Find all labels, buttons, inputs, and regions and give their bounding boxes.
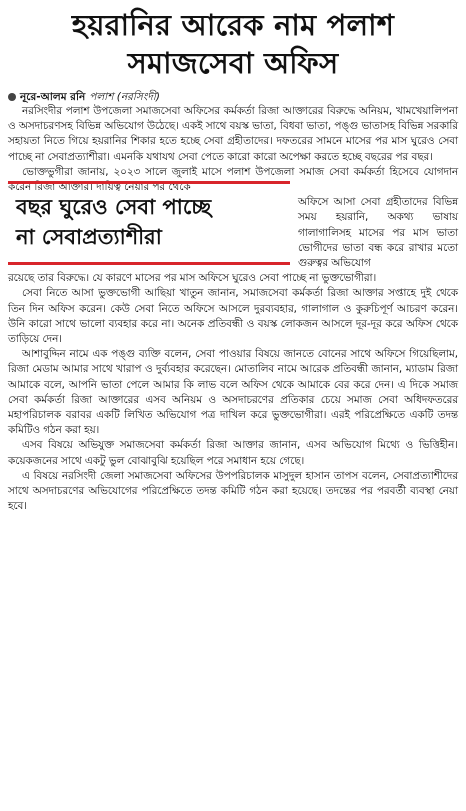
pullquote-line-2: না সেবাপ্রত্যাশীরা: [16, 225, 162, 250]
paragraph-2-end: রয়েছে তার বিরুদ্ধে। যে কারণে মাসের পর মাস অফিসে ঘুরেও সেবা পাচ্ছে না ভুক্তভোগীরা।: [8, 272, 377, 285]
paragraph-5: এসব বিষয়ে অভিযুক্ত সমাজসেবা কর্মকর্তা রিজা আক্তার জানান, এসব অভিযোগ মিথ্যে ও ভিত্তিহীন। কয়েকজনের সাথে একটু ভুল বোঝাবুঝি হয়েছিল পরে সমাধান হয়ে গেছে।: [8, 439, 458, 467]
paragraph-4: আশাবুদ্দিন নামে এক পঙ্গু ব্যক্তি বলেন, সেবা পাওয়ার বিষয়ে জানতে বোনের সাথে অফিসে গিয়েছিলাম, রিজা মেডাম আমার সাথে খারাপ ও দুর্ব্যবহার করেছেন। মোতালিব নামে আরেক প্রতিবন্ধী জানান, ম্যাডাম রিজা আমাকে বলে, আপনি ভাতা পেলে আমার কি লাভ বলে অফিস থেকে আমাকে বের করে দেন। এ দিকে সমাজ সেবা কর্মকর্তা রিজা আক্তারের এসব অনিয়ম ও অসদাচরণের প্রতিকার চেয়ে সমাজ সেবা অধিদফতরের মহাপরিচালক বরাবর একটি লিখিত অভিযোগ পত্র দাখিল করে ভুক্তভোগীরা। এরই পরিপ্রেক্ষিতে একটি তদন্ত কমিটিও গঠন করা হয়।: [8, 348, 458, 437]
byline-author: নূরে-আলম রনি: [20, 91, 86, 103]
headline: [8, 6, 458, 82]
paragraph-6: এ বিষয়ে নরসিংদী জেলা সমাজসেবা অফিসের উপপরিচালক মাসুদুল হাসান তাপস বলেন, সেবাপ্রত্যাশীদের সাথে অসদাচরণের অভিযোগের পরিপ্রেক্ষিতে তদন্ত কমিটি গঠন করা হয়েছে। তদন্তের পর পরবর্তী ব্যবস্থা নেয়া হবে।: [8, 469, 458, 513]
headline-line-2: সমাজসেবা অফিস: [127, 46, 339, 80]
byline: [8, 90, 458, 104]
bullet-icon: [8, 93, 16, 101]
pullquote-section: [8, 195, 458, 271]
side-column: [298, 195, 458, 271]
pullquote: [8, 181, 290, 265]
byline-location: পলাশ (নরসিংদী): [89, 91, 160, 103]
paragraph-2-intro: ভোক্তভুগীরা জানায়, ২০২৩ সালে জুলাই মাসে পলাশ উপজেলা সমাজ সেবা কর্মকর্তা হিসেবে যোগদান করেন রিজা আক্তার। দায়িত্ব নেয়ার পর থেকে: [8, 165, 458, 194]
paragraph-1: নরসিংদীর পলাশ উপজেলা সমাজসেবা অফিসের কর্মকর্তা রিজা আক্তারের বিরুদ্ধে অনিয়ম, খামখেয়ালিপনা ও অসদাচরণসহ বিভিন্ন অভিযোগ উঠেছে। একই সাথে বয়স্ক ভাতা, বিধবা ভাতা, পঙ্গু ভাতাসহ বিভিন্ন সরকারি সহায়তা নিতে গিয়ে হয়রানির শিকার হতে হচ্ছে সেবা গ্রহীতাদের। দফতরের সামনে মাসের পর মাস ঘুরেও সেবা পাচ্ছে না সেবাপ্রত্যাশীরা। এমনকি যথাযথ সেবা পেতে কারো কারো অপেক্ষা করতে হচ্ছে বছরের পর বছর।: [8, 105, 458, 163]
paragraph-3: সেবা নিতে আসা ভুক্তভোগী আছিয়া খাতুন জানান, সমাজসেবা কর্মকর্তা রিজা আক্তার সপ্তাহে দুই থেকে তিন দিন অফিস করেন। কেউ সেবা নিতে অফিসে আসলে দুরব্যবহার, গালাগাল ও কুরুচিপূর্ণ আচরণ করেন। উনি কারো সাথে ভালো ব্যবহার করে না। অনেক প্রতিবন্ধী ও বয়স্ক লোকজন আসলে দূর-দূর করে অফিস থেকে তাড়িয়ে দেন।: [8, 287, 458, 346]
headline-line-1: হয়রানির আরেক নাম পলাশ: [71, 8, 395, 42]
paragraph-2-right: অফিসে আসা সেবা গ্রহীতাদের বিভিন্ন সময় হয়রানি, অকথ্য ভাষায় গালাগালিসহ মাসের পর মাস ভাতা ভোগীদের ভাতা বন্ধ করে রাখার মতো গুরুত্বর অভিযোগ: [298, 196, 458, 270]
pullquote-line-1: বছর ঘুরেও সেবা পাচ্ছে: [16, 195, 212, 220]
